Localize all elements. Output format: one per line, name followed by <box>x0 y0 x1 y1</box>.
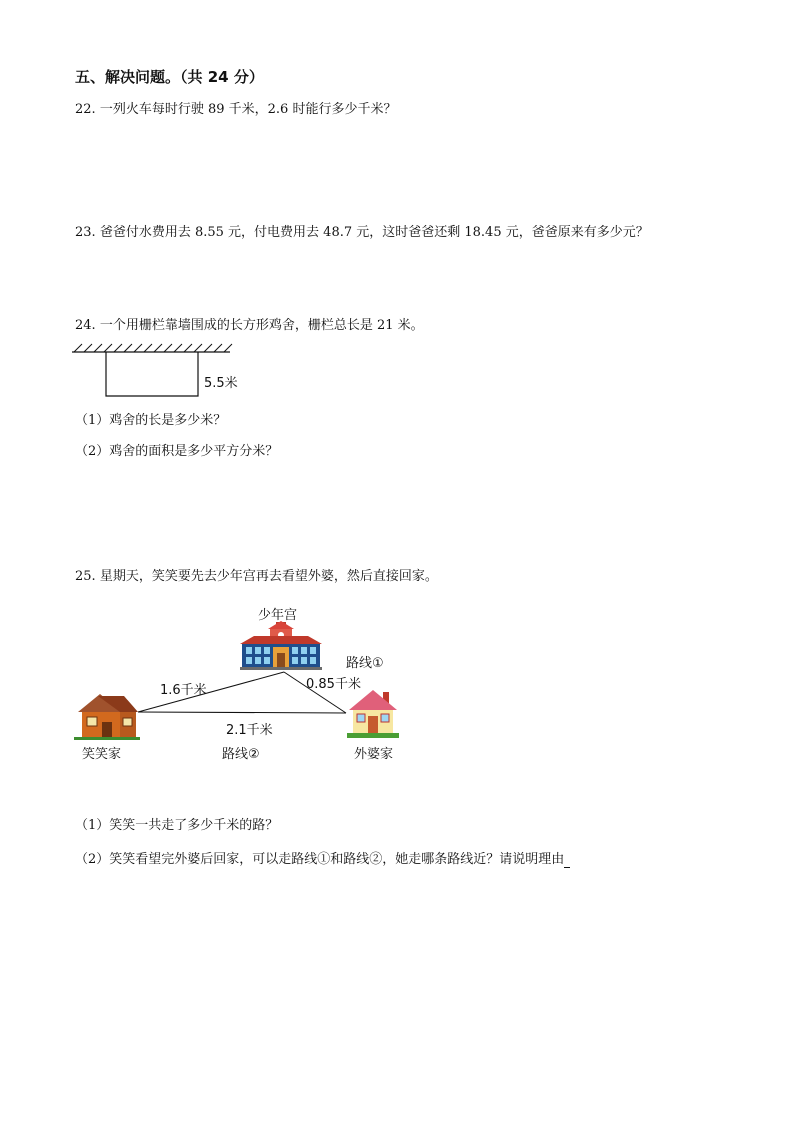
grandma-home-label: 外婆家 <box>354 747 394 762</box>
coop-width-label: 5.5米 <box>204 376 238 391</box>
question-25-part-2-text: （2）笑笑看望完外婆后回家，可以走路线①和路线②，她走哪条路线近？请说明理由 <box>75 852 565 867</box>
grandma-house-icon <box>347 688 399 738</box>
route-home-to-grandma <box>138 712 346 713</box>
distance-palace-grandma: 0.85千米 <box>306 677 361 692</box>
section-heading: 五、解决问题。（共 24 分） <box>75 68 264 86</box>
question-24-part-2: （2）鸡舍的面积是多少平方分米？ <box>75 444 279 459</box>
distance-home-palace: 1.6千米 <box>160 683 207 698</box>
route-2-label: 路线② <box>222 747 260 762</box>
route-1-label: 路线① <box>346 656 384 671</box>
question-text: 一个用栅栏靠墙围成的长方形鸡舍，栅栏总长是 21 米。 <box>99 318 424 333</box>
question-number: 25. <box>75 569 96 584</box>
youth-palace-icon <box>240 620 322 670</box>
home-label: 笑笑家 <box>82 747 122 762</box>
question-25-part-2 <box>75 852 570 868</box>
distance-home-grandma: 2.1千米 <box>226 723 273 738</box>
question-text: 星期天，笑笑要先去少年宫再去看望外婆，然后直接回家。 <box>99 569 438 584</box>
question-number: 22. <box>75 102 96 117</box>
question-24-part-1: （1）鸡舍的长是多少米？ <box>75 413 227 428</box>
answer-blank <box>564 853 570 868</box>
question-text: 爸爸付水费用去 8.55 元，付电费用去 48.7 元，这时爸爸还剩 18.45 元，爸爸原来有多少元？ <box>99 225 649 240</box>
question-25-part-1: （1）笑笑一共走了多少千米的路？ <box>75 818 279 833</box>
home-house-icon <box>74 692 140 740</box>
youth-palace-label: 少年宫 <box>258 608 298 623</box>
question-number: 23. <box>75 225 96 240</box>
question-number: 24. <box>75 318 96 333</box>
question-text: 一列火车每时行驶 89 千米，2.6 时能行多少千米？ <box>99 102 397 117</box>
